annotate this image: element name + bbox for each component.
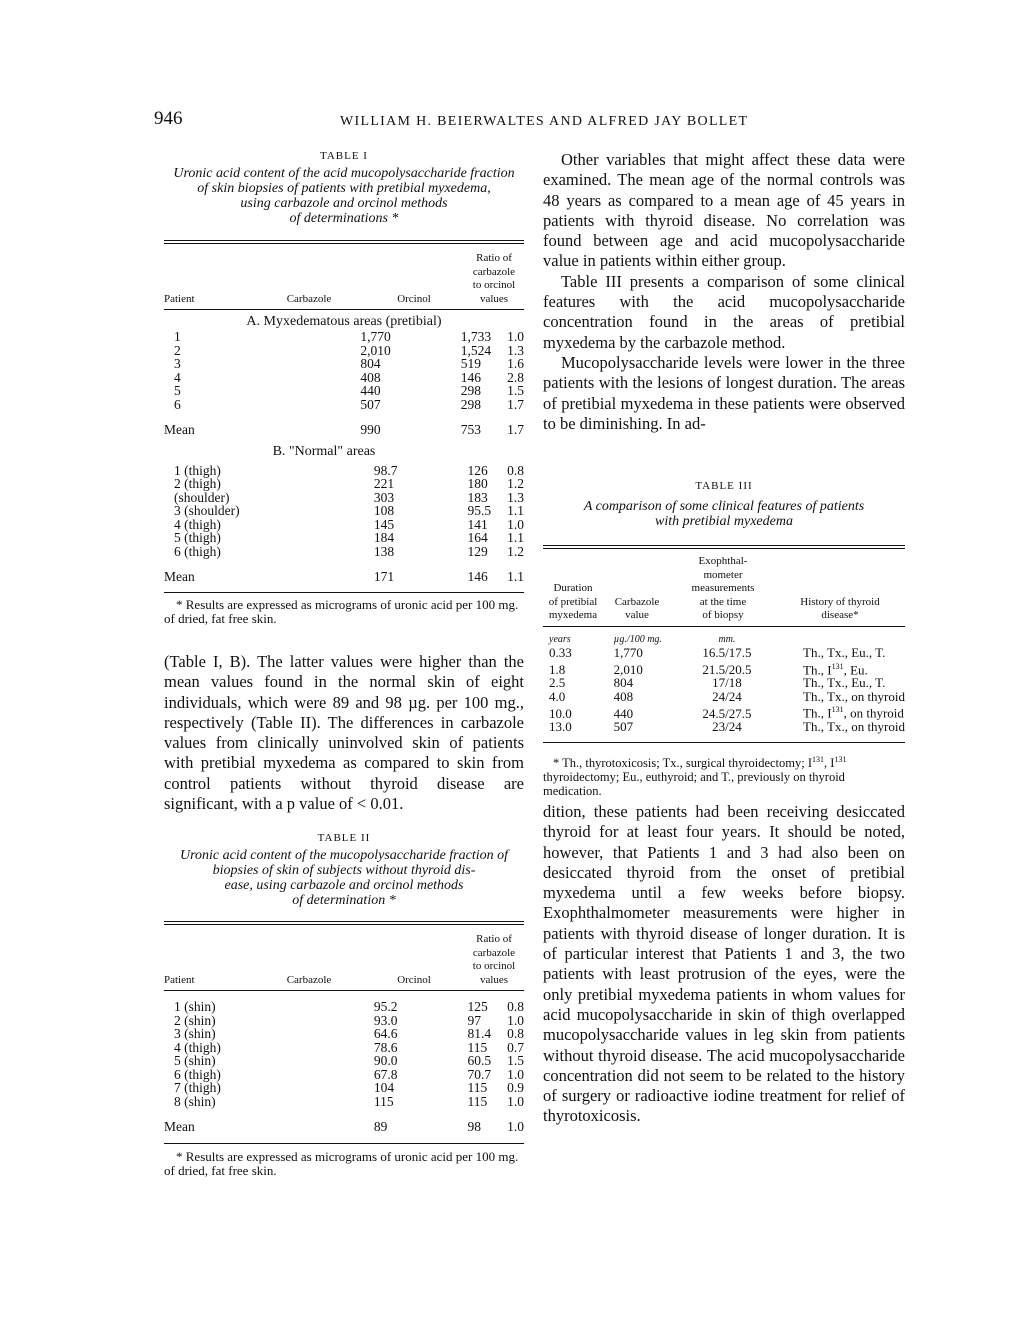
table-2-header: Patient Carbazole Orcinol Ratio of carbazole to orcinol values: [164, 933, 516, 986]
table-3-header: Duration of pretibial myxedema Carbazole value Exophthal- mometer measurements at the time of biopsy History of thyroid disease*: [548, 555, 880, 621]
table-cell: 507: [360, 396, 381, 412]
table-row: [164, 1041, 524, 1055]
running-title: WILLIAM H. BEIERWALTES AND ALFRED JAY BOLLET: [340, 114, 749, 129]
table-cell: Th., Tx., Eu., T.: [803, 645, 886, 660]
table-1: [164, 150, 524, 626]
table-cell: 1,733: [460, 329, 492, 344]
table-cell: 2 (thigh): [174, 476, 221, 491]
table-1-header: Patient Carbazole Orcinol Ratio of carbazole to orcinol values: [164, 252, 516, 305]
table-cell: 5: [174, 383, 181, 398]
table-1-section-a: A. Myxedematous areas (pretibial): [246, 314, 442, 329]
table-cell: 519: [460, 356, 481, 371]
table-row: Mean 171 146 1.1: [164, 569, 524, 584]
table-cell: 6: [174, 396, 181, 412]
table-row: [164, 1014, 524, 1028]
right-paragraphs: Other variables that might affect these data were examined. The mean age of the normal controls was 48 years as compared to a mean age of 45 years in patients with thyroid disease. No correlation was found between age and acid mucopolysaccharide value in patients within either group. Table III presents a comparison of some clinical features with the acid mucopolysaccharide concentration found in the areas of pretibial myxedema by the carbazole method. Mucopolysaccharide levels were lower in the three patients with the lesions of longest duration. The areas of pretibial myxedema in these patients were observed to be diminishing. In ad-: [543, 150, 905, 433]
table-1-caption: Uronic acid content of the acid mucopolysaccharide fraction of skin biopsies of patients with pretibial myxedema, using carbazole and orcinol methods of determinations *: [173, 166, 515, 226]
table-cell: 0.8: [507, 1026, 524, 1041]
table-cell: 1,770: [613, 645, 643, 660]
table-cell: 2: [174, 342, 181, 358]
units-row: years µg./100 mg. mm.: [549, 633, 736, 645]
table-cell: 1 (shin): [174, 999, 216, 1014]
table-cell: 3 (shoulder): [174, 503, 240, 518]
table-cell: 4.0: [549, 688, 566, 704]
table-cell: 10.0: [549, 705, 572, 721]
table-1-body-a: [164, 330, 524, 437]
table-1-bottom-rule: [164, 592, 524, 593]
table-cell: 440: [613, 705, 634, 721]
table-1-section-b: B. "Normal" areas: [272, 443, 376, 459]
table-cell: 2,010: [613, 661, 643, 677]
table-cell: 115: [467, 1039, 488, 1055]
table-cell: Th., $I^{131}$, Eu.: [803, 661, 868, 677]
table-row: [164, 330, 524, 344]
table-cell: 1.0: [507, 1066, 524, 1082]
table-cell: 5 (thigh): [174, 530, 221, 545]
table-row: [164, 1027, 524, 1041]
table-3-caption: A comparison of some clinical features of patients with pretibial myxedema: [583, 499, 865, 529]
table-cell: 180: [467, 476, 488, 491]
table-cell: 64.6: [373, 1026, 398, 1041]
table-1-label: TABLE I: [320, 150, 368, 162]
table-cell: 70.7: [467, 1066, 492, 1082]
table-cell: 6 (thigh): [174, 543, 221, 559]
table-cell: 1 (thigh): [174, 462, 221, 478]
table-cell: 1.5: [507, 383, 524, 398]
table-2-caption: Uronic acid content of the mucopolysaccharide fraction of biopsies of skin of subjects without thyroid dis- ease, using carbazole and orcinol methods of determination *: [179, 848, 509, 908]
table-row: [164, 371, 524, 385]
table-row: Mean 990 753 1.7: [164, 422, 524, 437]
table-cell: 4: [174, 369, 181, 385]
table-1-header-rule: [164, 309, 524, 310]
table-row: [164, 398, 524, 412]
table-cell: 17/18: [712, 675, 742, 691]
table-row: [164, 545, 524, 559]
table-row: [543, 690, 905, 704]
table-cell: 183: [467, 489, 488, 505]
table-cell: 3 (shin): [174, 1026, 216, 1041]
table-cell: Th., Tx., on thyroid: [803, 688, 905, 704]
table-2-top-rule: [164, 921, 524, 925]
right-paragraph-2: dition, these patients had been receiving desiccated thyroid for at least four years. It should be noted, however, that Patients 1 and 3 had also been on desiccated thyroid from the onset of pretibial myxedema until a few weeks before biopsy. Exophthalmometer measurements were higher in patients with thyroid disease of longer duration. It is of particular interest that Patients 1 and 3, the two patients with least protrusion of the eyes, were the only pretibial myxedema patients in whom values for acid mucopolysaccharide in skin of thigh overlapped mucopolysaccharide values in leg skin from patients without thyroid disease. The acid mucopolysaccharide concentration did not seem to be related to the history of surgery or radioactive iodine treatment for relief of thyrotoxicosis.: [543, 802, 905, 1126]
table-cell: 4 (thigh): [174, 516, 221, 532]
table-cell: 0.8: [507, 999, 524, 1014]
table-cell: 1.3: [507, 342, 524, 358]
table-cell: 804: [360, 356, 381, 371]
table-row: [164, 518, 524, 532]
table-cell: 115: [467, 1093, 488, 1109]
table-cell: 90.0: [373, 1053, 398, 1068]
table-1-top-rule: [164, 240, 524, 244]
table-cell: 115: [373, 1093, 394, 1109]
table-cell: Th., Tx., on thyroid: [803, 719, 905, 735]
table-cell: 145: [373, 516, 395, 532]
table-cell: 184: [373, 530, 395, 545]
table-cell: 2,010: [360, 342, 391, 358]
table-cell: 408: [613, 688, 634, 704]
table-cell: 0.33: [549, 645, 572, 660]
table-cell: 440: [360, 383, 381, 398]
table-1-footnote: * Results are expressed as micrograms of uronic acid per 100 mg. of dried, fat free skin.: [164, 596, 519, 626]
table-cell: 13.0: [549, 719, 572, 735]
table-cell: 3: [174, 356, 181, 371]
table-cell: (shoulder): [174, 489, 230, 505]
table-cell: 0.8: [507, 462, 524, 478]
table-3: [543, 480, 905, 798]
table-cell: 97: [467, 1012, 481, 1028]
table-row: [164, 1068, 524, 1082]
table-cell: 0.7: [507, 1039, 524, 1055]
table-row: [164, 504, 524, 518]
table-cell: 95.5: [467, 503, 492, 518]
table-row: [543, 676, 905, 690]
table-row: [164, 477, 524, 491]
table-cell: 104: [373, 1080, 395, 1095]
table-cell: 1.5: [507, 1053, 524, 1068]
table-row: [164, 1081, 524, 1095]
table-cell: 98.7: [373, 462, 398, 478]
table-2: [164, 832, 524, 1178]
table-cell: 303: [373, 489, 395, 505]
table-cell: 24/24: [712, 688, 742, 704]
table-row: [164, 491, 524, 505]
table-2-body: [164, 1000, 524, 1134]
table-cell: 1,770: [360, 329, 391, 344]
table-cell: 0.9: [507, 1080, 524, 1095]
table-1-body-b: [164, 464, 524, 584]
table-row: [164, 1000, 524, 1014]
table-2-label: TABLE II: [317, 832, 371, 844]
table-cell: 1: [174, 329, 181, 344]
table-cell: 146: [460, 369, 481, 385]
table-cell: 4 (thigh): [174, 1039, 221, 1055]
table-row: [164, 531, 524, 545]
table-cell: 1.8: [549, 661, 566, 677]
table-cell: 221: [373, 476, 395, 491]
left-paragraph: (Table I, B). The latter values were higher than the mean values found in the normal skin of eight individuals, which were 89 and 98 µg. per 100 mg., respectively (Table II). The differences in carbazole values from clinically uninvolved skin of patients with pretibial myxedema as compared to skin from control patients without thyroid disease are significant, with a p value of < 0.01.: [164, 652, 524, 814]
table-3-bottom-rule: [543, 742, 905, 743]
table-cell: 804: [613, 675, 634, 691]
table-cell: 1.1: [507, 530, 524, 545]
table-cell: 126: [467, 462, 488, 478]
table-row: [164, 344, 524, 358]
table-cell: 60.5: [467, 1053, 492, 1068]
table-cell: 5 (shin): [174, 1053, 216, 1068]
table-cell: 1.1: [507, 503, 524, 518]
table-cell: 1.0: [507, 329, 524, 344]
table-cell: 1.7: [507, 396, 524, 412]
table-row: [164, 1054, 524, 1068]
table-3-body: [543, 633, 905, 734]
table-cell: 1.2: [507, 543, 524, 559]
table-cell: 95.2: [373, 999, 398, 1014]
table-cell: 1.0: [507, 1093, 524, 1109]
table-cell: 8 (shin): [174, 1093, 216, 1109]
table-cell: 507: [613, 719, 634, 735]
table-cell: 1.3: [507, 489, 524, 505]
table-cell: 1.2: [507, 476, 524, 491]
table-cell: 21.5/20.5: [702, 661, 752, 677]
table-cell: 1.6: [507, 356, 524, 371]
table-row: [543, 703, 905, 720]
table-cell: 67.8: [373, 1066, 398, 1082]
table-row: [543, 646, 905, 660]
table-2-footnote: * Results are expressed as micrograms of uronic acid per 100 mg. of dried, fat free skin.: [164, 1148, 519, 1178]
table-cell: Th., Tx., Eu., T.: [803, 675, 886, 691]
table-cell: 108: [373, 503, 395, 518]
table-cell: 1.0: [507, 516, 524, 532]
table-row: [164, 357, 524, 371]
table-row: [164, 1095, 524, 1109]
table-row: [164, 384, 524, 398]
table-3-header-rule: [543, 626, 905, 627]
table-cell: 298: [460, 396, 481, 412]
table-3-top-rule: [543, 545, 905, 549]
table-cell: 23/24: [712, 719, 742, 735]
table-cell: 16.5/17.5: [702, 645, 752, 660]
table-cell: 138: [373, 543, 395, 559]
table-cell: 2 (shin): [174, 1012, 216, 1028]
table-cell: 7 (thigh): [174, 1080, 221, 1095]
table-2-bottom-rule: [164, 1143, 524, 1144]
table-2-header-rule: [164, 990, 524, 991]
table-cell: 408: [360, 369, 381, 385]
table-cell: 298: [460, 383, 481, 398]
table-row: [543, 660, 905, 677]
table-row: Mean 89 98 1.0: [164, 1119, 524, 1134]
table-cell: 129: [467, 543, 488, 559]
table-cell: 93.0: [373, 1012, 398, 1028]
table-cell: 141: [467, 516, 488, 532]
table-cell: 2.5: [549, 675, 566, 691]
table-cell: 115: [467, 1080, 488, 1095]
table-cell: Th., $I^{131}$, on thyroid: [803, 705, 904, 721]
table-cell: 1,524: [460, 342, 492, 358]
table-cell: 2.8: [507, 369, 524, 385]
table-cell: 24.5/27.5: [702, 705, 752, 721]
table-row: [164, 464, 524, 478]
table-cell: 78.6: [373, 1039, 398, 1055]
table-cell: 125: [467, 999, 488, 1014]
page-number: 946: [154, 108, 183, 129]
table-cell: 81.4: [467, 1026, 492, 1041]
table-3-footnote: * Th., thyrotoxicosis; Tx., surgical thyroidectomy; $I^{131}$, $I^{131}$ thyroidectomy; Eu., euthyroid; and T., previously on thyroid medication.: [543, 754, 847, 798]
table-cell: 6 (thigh): [174, 1066, 221, 1082]
table-3-label: TABLE III: [695, 480, 753, 492]
table-cell: 1.0: [507, 1012, 524, 1028]
table-cell: 164: [467, 530, 488, 545]
table-row: [543, 720, 905, 734]
